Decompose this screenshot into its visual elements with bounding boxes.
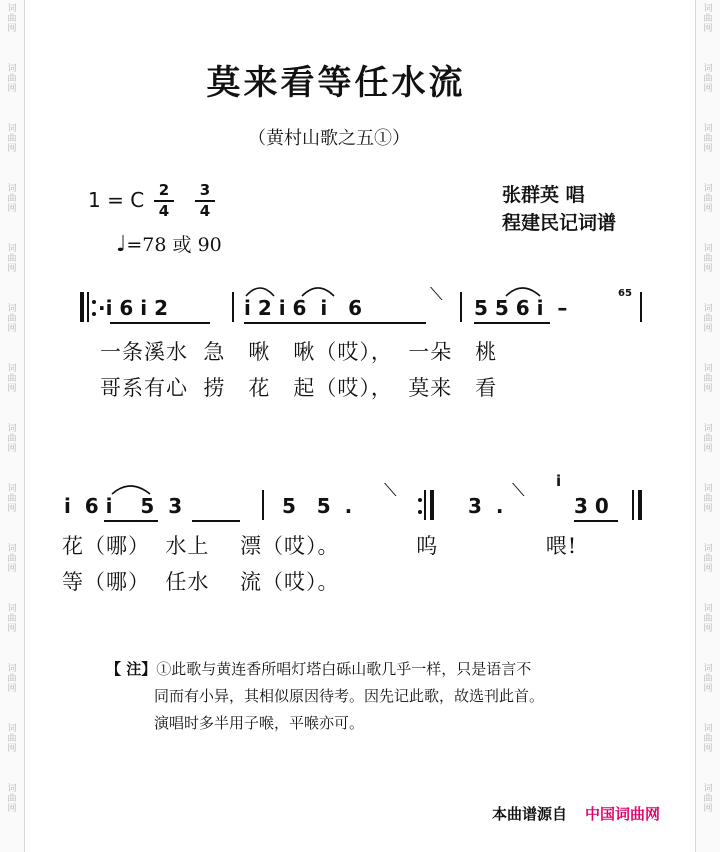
quarter-note-icon: ♩ [116, 232, 127, 257]
beam-underline [574, 520, 618, 522]
barline [262, 490, 264, 520]
watermark-group: 词 曲 网 [7, 544, 17, 574]
lyrics-line2-verse2: 等（哪） 任水 流（哎）。 [62, 570, 340, 594]
watermark-group: 词 曲 网 [703, 124, 713, 154]
watermark-group: 词 曲 网 [7, 304, 17, 334]
slur-mark [500, 278, 550, 298]
watermark-group: 词 曲 网 [703, 364, 713, 394]
barline [424, 490, 426, 520]
key-signature: 1 = C [88, 188, 145, 212]
beam-underline [110, 322, 210, 324]
watermark-group: 词 曲 网 [703, 184, 713, 214]
beam-underline [104, 520, 158, 522]
grace-notes: 65 [618, 288, 632, 299]
watermark-group: 词 曲 网 [703, 604, 713, 634]
lyrics-line2-verse1: 花（哪） 水上 漂（哎）。 呜 喂! [62, 534, 578, 558]
footnote-label: 【 注】 [106, 660, 157, 678]
slur-mark [104, 476, 164, 496]
source-credit [492, 803, 660, 824]
grace-note: i [556, 472, 562, 490]
watermark-group: 词 曲 网 [7, 184, 17, 214]
watermark-group: 词 曲 网 [703, 784, 713, 814]
tempo-marking [116, 230, 222, 257]
notes-line1-measure2: i 2 i 6 i 6 [244, 296, 363, 320]
watermark-group: 词 曲 网 [703, 304, 713, 334]
footnote-line1: ①此歌与黄连香所唱灯塔白砾山歌几乎一样，只是语言不 [156, 660, 532, 678]
repeat-dot [92, 312, 96, 316]
watermark-group: 词 曲 网 [7, 364, 17, 394]
watermark-group: 词 曲 网 [7, 124, 17, 154]
barline [87, 292, 89, 322]
time-signature-3-4 [195, 182, 215, 220]
lyrics-line1-verse2: 哥系有心 捞 花 起（哎）， 莫来 看 [100, 376, 498, 400]
watermark-group: 词 曲 网 [703, 64, 713, 94]
singer-credit: 张群英 唱 [502, 184, 585, 206]
repeat-start-barline [80, 292, 84, 322]
notes-line2-measure4: 3 0 [574, 494, 609, 518]
repeat-end-barline [430, 490, 434, 520]
time-sig-denominator: 4 [158, 202, 170, 220]
beam-underline [244, 322, 426, 324]
watermark-group: 词 曲 网 [7, 244, 17, 274]
source-label: 本曲谱源自 [492, 805, 568, 823]
glissando-mark: ⟍ [384, 480, 397, 501]
final-barline [632, 490, 634, 520]
watermark-group: 词 曲 网 [7, 604, 17, 634]
repeat-dot [418, 510, 422, 514]
watermark-group: 词 曲 网 [703, 244, 713, 274]
watermark-group: 词 曲 网 [7, 484, 17, 514]
barline [232, 292, 234, 322]
notes-line1-measure1: ·i 6 i 2 [98, 296, 169, 320]
watermark-group: 词 曲 网 [703, 664, 713, 694]
final-barline-thick [638, 490, 642, 520]
left-watermark-strip [0, 0, 25, 852]
watermark-group: 词 曲 网 [7, 664, 17, 694]
watermark-group: 词 曲 网 [7, 784, 17, 814]
tempo-value: =78 或 90 [126, 234, 222, 256]
source-site-link[interactable]: 中国词曲网 [585, 805, 661, 823]
song-title: 莫来看等任水流 [206, 63, 466, 103]
watermark-group: 词 曲 网 [7, 64, 17, 94]
time-sig-numerator: 3 [195, 182, 215, 202]
watermark-group: 词 曲 网 [7, 4, 17, 34]
repeat-dot [418, 498, 422, 502]
watermark-group: 词 曲 网 [703, 724, 713, 754]
footnote-line2: 同而有小异，其相似原因待考。因先记此歌，故选刊此首。 [154, 687, 545, 705]
watermark-group: 词 曲 网 [703, 424, 713, 454]
slur-marks [240, 278, 440, 298]
song-subtitle: （黄村山歌之五①） [248, 128, 410, 149]
watermark-group: 词 曲 网 [7, 424, 17, 454]
footnote [106, 656, 626, 737]
notes-line2-measure3: 3 . [468, 494, 504, 518]
lyrics-line1-verse1: 一条溪水 急 啾 啾（哎）， 一朵 桃 [100, 340, 498, 364]
beam-underline [192, 520, 240, 522]
right-watermark-strip [695, 0, 720, 852]
time-sig-denominator: 4 [199, 202, 211, 220]
barline [460, 292, 462, 322]
notes-line1-measure3: 5 5 6 i – [474, 296, 568, 320]
glissando-mark: ⟍ [512, 480, 525, 501]
transcriber-credit: 程建民记词谱 [502, 212, 617, 234]
notes-line2-measure1: i 6 i 5 3 [64, 494, 183, 518]
barline [640, 292, 642, 322]
notes-line2-measure2: 5 5 . [282, 494, 353, 518]
glissando-mark: ⟍ [430, 284, 443, 305]
footnote-line3: 演唱时多半用子喉，平喉亦可。 [154, 714, 365, 732]
beam-underline [474, 322, 550, 324]
time-signature-2-4 [154, 182, 174, 220]
watermark-group: 词 曲 网 [703, 484, 713, 514]
watermark-group: 词 曲 网 [703, 544, 713, 574]
watermark-group: 词 曲 网 [703, 4, 713, 34]
watermark-group: 词 曲 网 [7, 724, 17, 754]
repeat-dot [92, 300, 96, 304]
time-sig-numerator: 2 [154, 182, 174, 202]
